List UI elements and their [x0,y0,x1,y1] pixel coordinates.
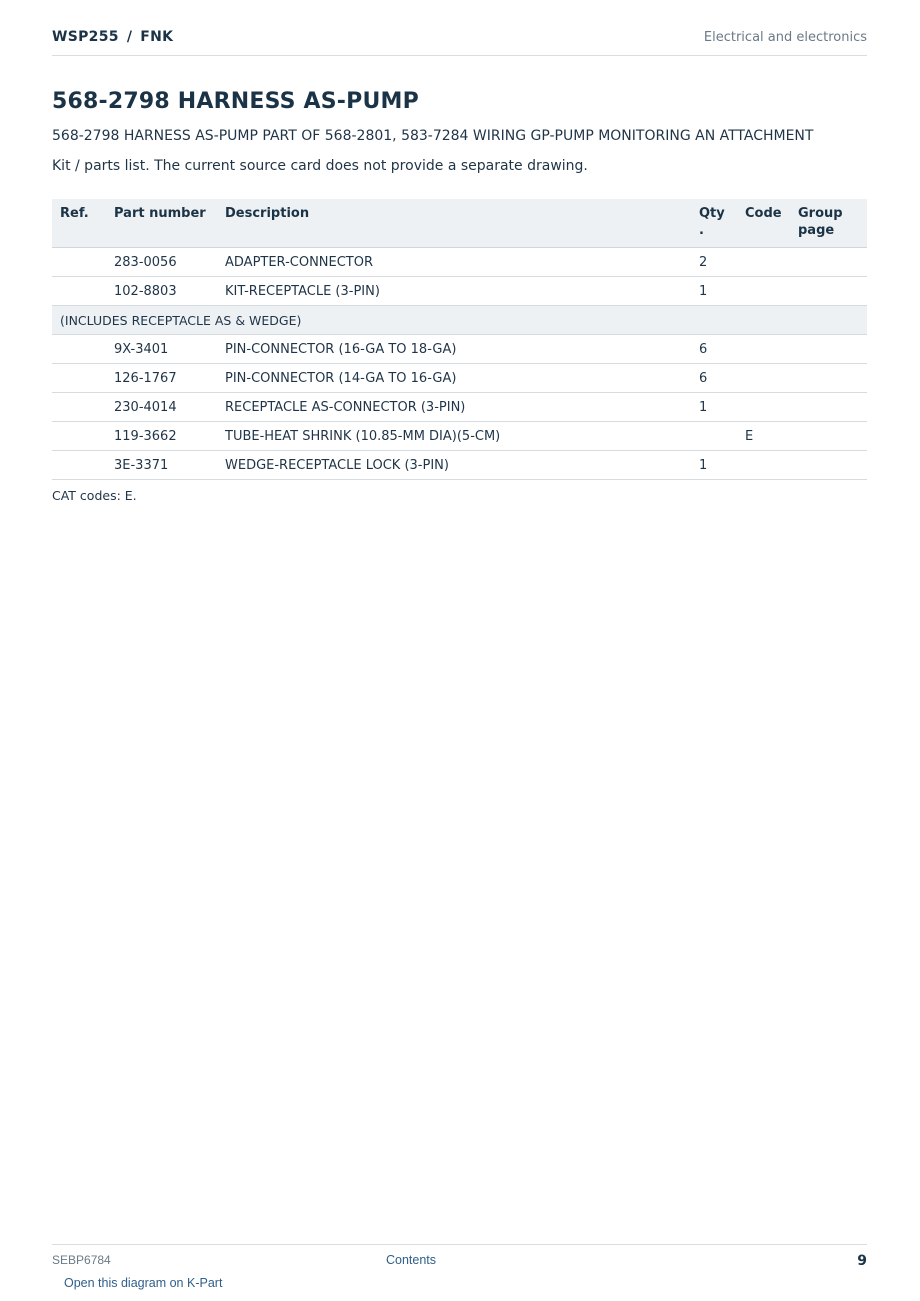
document-page [52,0,867,1300]
table-row [52,248,867,277]
row-code [737,248,790,277]
row-part-number: 119-3662 [106,422,217,451]
page-number: 9 [857,1253,867,1269]
row-ref [52,422,106,451]
table-row [52,451,867,480]
row-qty: 1 [691,277,737,306]
header-group-page: Group page [790,199,867,248]
row-part-number: 3E-3371 [106,451,217,480]
row-ref [52,335,106,364]
serial-prefix-label: FNK [140,29,174,45]
row-description: PIN-CONNECTOR (16-GA TO 18-GA) [217,335,691,364]
row-description: RECEPTACLE AS-CONNECTOR (3-PIN) [217,393,691,422]
page-footer [52,1244,867,1301]
header-description: Description [217,199,691,248]
row-qty: 1 [691,451,737,480]
row-code [737,364,790,393]
row-qty: 6 [691,335,737,364]
row-group-page [790,248,867,277]
row-note: (INCLUDES RECEPTACLE AS & WEDGE) [52,306,867,335]
contents-link[interactable]: Contents [386,1253,437,1267]
header-part-number: Part number [106,199,217,248]
table-row [52,364,867,393]
row-description: KIT-RECEPTACLE (3-PIN) [217,277,691,306]
open-kpart-link[interactable]: Open this diagram on K-Part [64,1276,223,1290]
model-label: WSP255 [52,29,119,45]
row-group-page [790,364,867,393]
row-description: WEDGE-RECEPTACLE LOCK (3-PIN) [217,451,691,480]
row-qty: 2 [691,248,737,277]
row-part-number: 126-1767 [106,364,217,393]
row-description: ADAPTER-CONNECTOR [217,248,691,277]
breadcrumb [52,29,173,45]
page-title: 568-2798 HARNESS AS-PUMP [52,89,419,114]
row-qty: 6 [691,364,737,393]
row-code [737,393,790,422]
source-note: Kit / parts list. The current source card does not provide a separate drawing. [52,158,588,174]
row-group-page [790,393,867,422]
header-code: Code [737,199,790,248]
row-description: TUBE-HEAT SHRINK (10.85-MM DIA)(5-CM) [217,422,691,451]
row-group-page [790,277,867,306]
table-note-row [52,306,867,335]
table-row [52,393,867,422]
row-ref [52,277,106,306]
table-row [52,422,867,451]
header-ref: Ref. [52,199,106,248]
row-description: PIN-CONNECTOR (14-GA TO 16-GA) [217,364,691,393]
row-part-number: 9X-3401 [106,335,217,364]
table-row [52,335,867,364]
breadcrumb-separator: / [126,29,133,45]
row-ref [52,364,106,393]
section-name: Electrical and electronics [703,30,867,45]
row-ref [52,248,106,277]
page-subtitle: 568-2798 HARNESS AS-PUMP PART OF 568-2801, 583-7284 WIRING GP-PUMP MONITORING AN ATTACHMENT [52,128,814,144]
row-group-page [790,451,867,480]
row-part-number: 283-0056 [106,248,217,277]
table-row [52,277,867,306]
row-code: E [737,422,790,451]
row-qty: 1 [691,393,737,422]
row-code [737,335,790,364]
row-part-number: 230-4014 [106,393,217,422]
row-code [737,451,790,480]
parts-table [52,199,867,480]
row-ref [52,393,106,422]
row-part-number: 102-8803 [106,277,217,306]
row-qty [691,422,737,451]
header-qty: Qty . [691,199,737,248]
document-id: SEBP6784 [52,1253,111,1267]
row-code [737,277,790,306]
cat-codes-note: CAT codes: E. [52,488,137,503]
parts-table-header-row [52,199,867,248]
page-header [52,28,867,56]
row-group-page [790,335,867,364]
row-ref [52,451,106,480]
row-group-page [790,422,867,451]
